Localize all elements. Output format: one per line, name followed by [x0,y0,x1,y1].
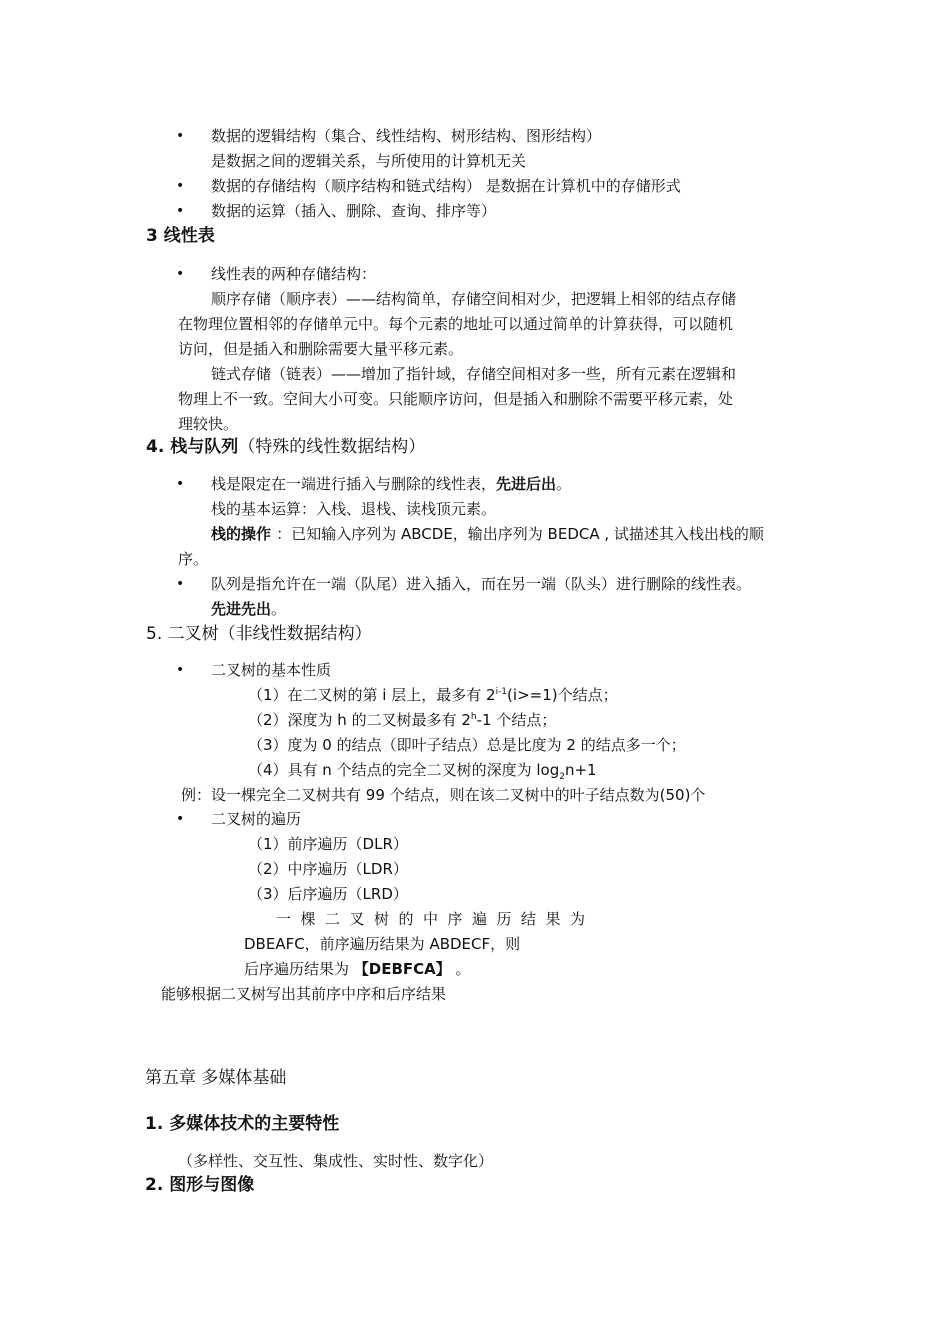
p4-text-a: （4）具有 n 个结点的完全二叉树的深度为 log [248,761,560,779]
traversal-preorder: （1）前序遍历（DLR） [248,835,408,853]
tree-property-2 [248,710,556,730]
link-storage-line-2: 物理上不一致。空间大小可变。只能顺序访问，但是插入和删除不需要平移元素，处 [178,390,734,408]
seq-storage-line-3: 访问，但是插入和删除需要大量平移元素。 [178,340,464,358]
stack-operations: 栈的基本运算：入栈、退栈、读栈顶元素。 [211,500,497,518]
bullet-marker: • [176,203,185,219]
p2-text-b: -1 个结点； [476,711,557,729]
stack-def-end: 。 [556,475,572,493]
seq-storage-line-2: 在物理位置相邻的存储单元中。每个元素的地址可以通过简单的计算获得，可以随机 [178,315,734,333]
queue-fifo-end: 。 [271,600,287,618]
stack-example [211,524,764,544]
stack-example-text: ：已知输入序列为 ABCDE，输出序列为 BEDCA , 试描述其入栈出栈的顺 [276,525,764,543]
tree-property-1 [248,685,618,705]
stack-example-cont: 序。 [178,550,209,568]
p4-subscript: 2 [559,772,565,782]
q3-answer-bold: 【DEBFCA】 [353,960,451,978]
stack-lifo-bold: 先进后出 [496,475,557,493]
bullet-marker: • [176,266,185,282]
logical-structure-desc: 是数据之间的逻辑关系，与所使用的计算机无关 [211,152,527,170]
linear-list-heading: 3 线性表 [146,226,215,246]
queue-definition: 队列是指允许在一端（队尾）进入插入，而在另一端（队头）进行删除的线性表。 [211,575,752,593]
logical-structure-item: 数据的逻辑结构（集合、线性结构、树形结构、图形结构） [211,127,602,145]
bullet-marker: • [176,178,185,194]
stack-queue-heading-rest: （特殊的线性数据结构） [238,437,426,457]
operations-item: 数据的运算（插入、删除、查询、排序等） [211,202,497,220]
multimedia-features-list: （多样性、交互性、集成性、实时性、数字化） [178,1152,494,1170]
multimedia-features-heading: 1. 多媒体技术的主要特性 [145,1114,340,1134]
tree-properties-title: 二叉树的基本性质 [211,661,332,679]
tree-example: 例：设一棵完全二叉树共有 99 个结点，则在该二叉树中的叶子结点数为(50)个 [181,786,706,804]
bullet-marker: • [176,811,185,827]
stack-example-bold: 栈的操作 [211,525,277,543]
tree-property-3: （3）度为 0 的结点（即叶子结点）总是比度为 2 的结点多一个； [248,736,686,754]
bullet-marker: • [176,128,185,144]
bullet-marker: • [176,662,185,678]
queue-fifo-bold: 先进先出 [211,600,272,618]
traversal-title: 二叉树的遍历 [211,810,302,828]
link-storage-line-3: 理较快。 [178,415,239,433]
p2-text-a: （2）深度为 h 的二叉树最多有 2 [248,711,471,729]
traversal-note: 能够根据二叉树写出其前序中序和后序结果 [161,985,447,1003]
p1-text-b: (i>=1)个结点； [507,686,618,704]
p1-superscript: i-1 [495,687,508,697]
binary-tree-heading: 5. 二叉树（非线性数据结构） [146,624,372,644]
stack-queue-heading [146,437,425,457]
traversal-question-line-1: 一棵二叉树的中序遍历结果为 [276,910,595,928]
seq-storage-line-1: 顺序存储（顺序表）——结构简单，存储空间相对少，把逻辑上相邻的结点存储 [211,290,737,308]
bullet-marker: • [176,576,185,592]
q3-text-a: 后序遍历结果为 [244,960,354,978]
stack-def-text: 栈是限定在一端进行插入与删除的线性表， [211,475,497,493]
stack-definition [211,474,571,494]
link-storage-line-1: 链式存储（链表）——增加了指针域，存储空间相对多一些，所有元素在逻辑和 [211,365,737,383]
bullet-marker: • [176,476,185,492]
p2-superscript: h [470,712,477,722]
p4-text-b: n+1 [564,761,597,779]
traversal-question-line-2: DBEAFC，前序遍历结果为 ABDECF，则 [244,935,521,953]
storage-structure-item: 数据的存储结构（顺序结构和链式结构） 是数据在计算机中的存储形式 [211,177,681,195]
p1-text-a: （1）在二叉树的第 i 层上，最多有 2 [248,686,496,704]
traversal-inorder: （2）中序遍历（LDR） [248,860,408,878]
queue-fifo [211,599,286,619]
traversal-question-line-3 [244,959,471,979]
stack-queue-heading-bold: 4. 栈与队列 [146,437,239,457]
graphics-image-heading: 2. 图形与图像 [145,1175,255,1195]
linear-list-item: 线性表的两种存储结构： [211,265,377,283]
q3-text-b: 。 [450,960,471,978]
chapter-5-title: 第五章 多媒体基础 [145,1068,287,1088]
traversal-postorder: （3）后序遍历（LRD） [248,885,408,903]
tree-property-4 [248,760,597,780]
